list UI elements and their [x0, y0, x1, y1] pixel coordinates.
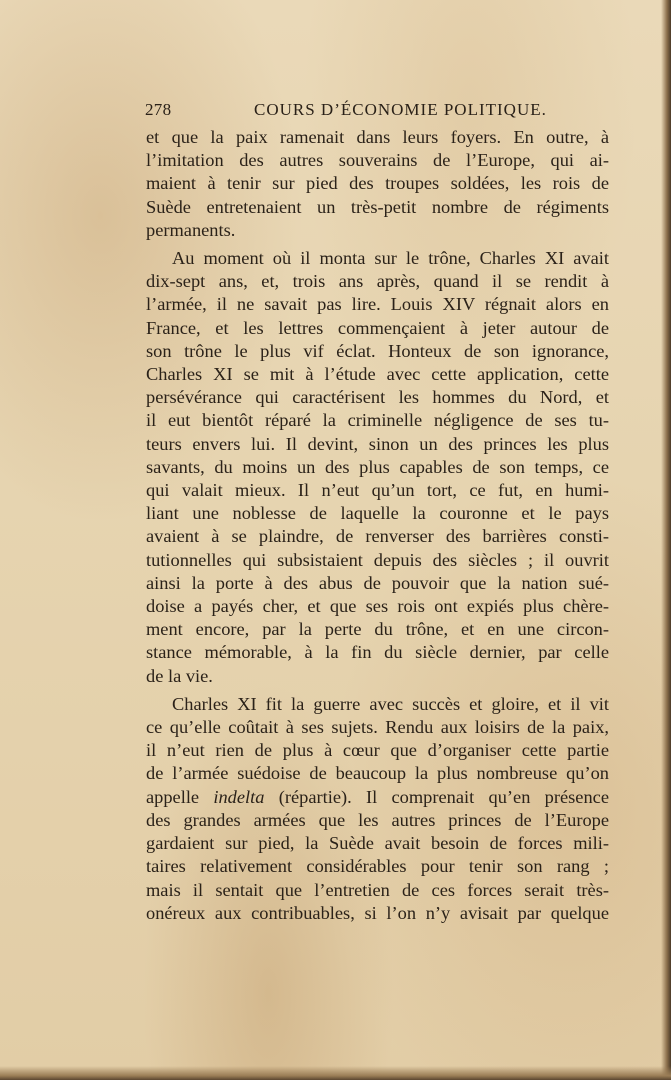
text-line: qui valait mieux. Il n’eut qu’un tort, ce fut, en humi-: [146, 480, 609, 501]
page-edge-right: [661, 0, 671, 1080]
text-line: ainsi la porte à des abus de pouvoir que la nation sué-: [146, 572, 609, 593]
text-line: l’imitation des autres souverains de l’Europe, qui ai-: [146, 150, 609, 171]
text-line: onéreux aux contribuables, si l’on n’y avisait par quelque: [146, 902, 609, 923]
text-line: et que la paix ramenait dans leurs foyers. En outre, à: [146, 127, 609, 147]
text-line: tutionnelles qui subsistaient depuis des siècles ; il ouvrit: [146, 549, 609, 570]
text-line: taires relativement considérables pour tenir son rang ;: [146, 856, 609, 877]
text-line: ment encore, par la perte du trône, et en une circon-: [146, 619, 609, 640]
text-line: des grandes armées que les autres princes de l’Europe: [146, 809, 609, 830]
text-line: l’armée, il ne savait pas lire. Louis XIV régnait alors en: [146, 294, 609, 315]
text-fragment: (répartie). Il comprenait qu’en présence: [264, 786, 609, 807]
italic-term: indelta: [213, 786, 265, 807]
text-line: Suède entretenaient un très-petit nombre de régiments: [146, 196, 609, 217]
text-line: mais il sentait que l’entretien de ces forces serait très-: [146, 879, 609, 900]
text-line: son trône le plus vif éclat. Honteux de son ignorance,: [146, 340, 609, 361]
page-edge-bottom: [0, 1066, 671, 1080]
body-text: [146, 126, 609, 925]
text-line: gardaient sur pied, la Suède avait besoin de forces mili-: [146, 833, 609, 854]
text-line: de l’armée suédoise de beaucoup la plus nombreuse qu’on: [146, 763, 609, 784]
text-line: France, et les lettres commençaient à jeter autour de: [146, 317, 609, 338]
page-number: 278: [145, 100, 172, 119]
text-line: stance mémorable, à la fin du siècle dernier, par celle: [146, 642, 609, 663]
text-line: il n’eut rien de plus à cœur que d’organiser cette partie: [146, 740, 609, 761]
text-line: teurs envers lui. Il devint, sinon un des princes les plus: [146, 433, 609, 454]
text-line: ce qu’elle coûtait à ses sujets. Rendu aux loisirs de la paix,: [146, 717, 609, 738]
text-line: Charles XI fit la guerre avec succès et gloire, et il vit: [172, 693, 609, 714]
running-header: [145, 100, 610, 126]
text-fragment: appelle: [146, 786, 214, 807]
text-line: dix-sept ans, et, trois ans après, quand il se rendit à: [146, 271, 609, 292]
text-line: Charles XI se mit à l’étude avec cette application, cette: [146, 364, 609, 385]
text-line: [146, 786, 609, 809]
text-line: permanents.: [146, 219, 236, 240]
text-line: Au moment où il monta sur le trône, Charles XI avait: [172, 248, 609, 269]
text-line: savants, du moins un des plus capables de son temps, ce: [146, 456, 609, 477]
text-line: doise a payés cher, et que ses rois ont expiés plus chère-: [146, 596, 609, 617]
text-line: liant une noblesse de laquelle la couronne et le pays: [146, 503, 609, 524]
text-line: de la vie.: [146, 665, 213, 686]
running-title: COURS D’ÉCONOMIE POLITIQUE.: [254, 100, 547, 119]
text-line: avaient à se plaindre, de renverser des barrières consti-: [146, 526, 609, 547]
text-line: persévérance qui caractérisent les hommes du Nord, et: [146, 387, 609, 408]
text-line: maient à tenir sur pied des troupes soldées, les rois de: [146, 173, 609, 194]
text-line: il eut bientôt réparé la criminelle négligence de ses tu-: [146, 410, 609, 431]
